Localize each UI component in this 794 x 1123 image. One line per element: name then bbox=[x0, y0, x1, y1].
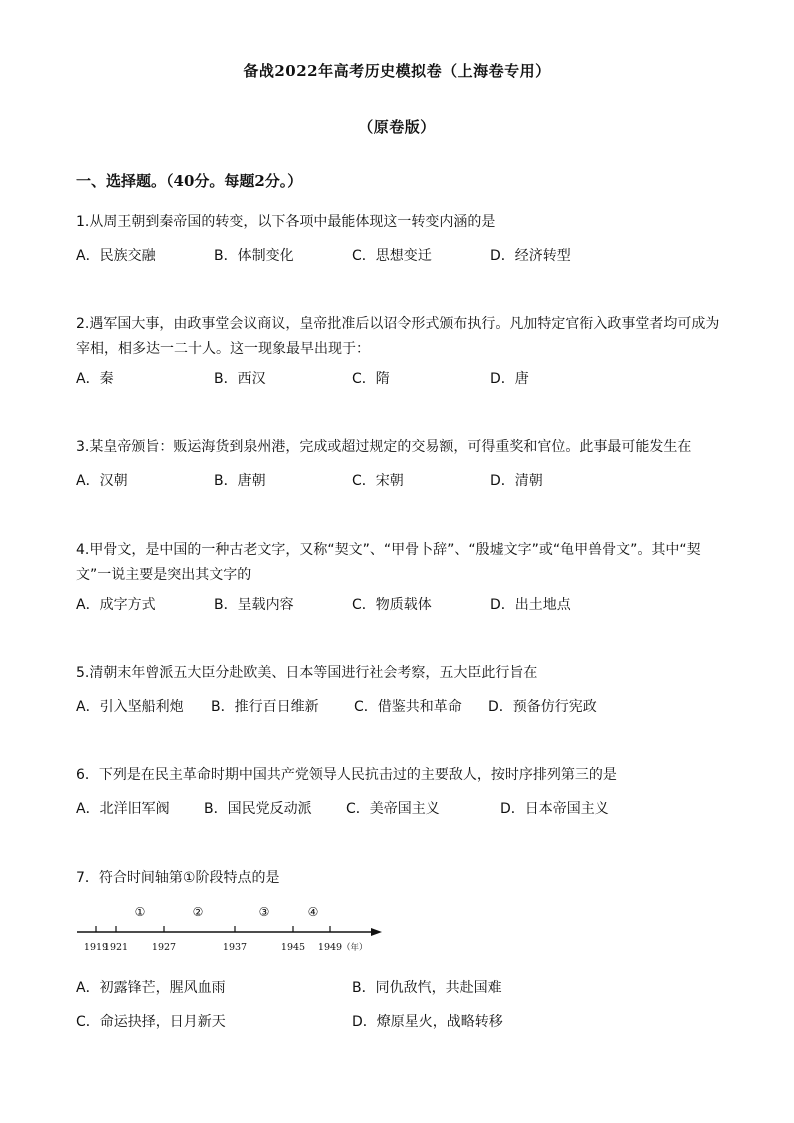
question-stem-6: 6．下列是在民主革命时期中国共产党领导人民抗击过的主要敌人，按时序排列第三的是 bbox=[76, 767, 617, 783]
timeline-year-label: 1919 bbox=[83, 942, 109, 953]
option-b: B．呈载内容 bbox=[214, 597, 294, 613]
question-options-3 bbox=[76, 470, 726, 492]
timeline-stage-marker: ③ bbox=[258, 905, 270, 919]
timeline-year-label: 1949 bbox=[317, 942, 343, 953]
question-stem-7: 7．符合时间轴第①阶段特点的是 bbox=[76, 870, 280, 886]
option-a: A．北洋旧军阀 bbox=[76, 801, 170, 817]
question-options-7b bbox=[76, 1011, 726, 1033]
option-a: A．汉朝 bbox=[76, 473, 128, 489]
timeline-stage-marker: ② bbox=[192, 905, 204, 919]
option-d: D．出土地点 bbox=[490, 597, 571, 613]
option-a: A．初露锋芒，腥风血雨 bbox=[76, 980, 226, 996]
option-d: D．清朝 bbox=[490, 473, 543, 489]
timeline-year-label: 1921 bbox=[103, 942, 129, 953]
option-a: A．引入坚船利炮 bbox=[76, 699, 184, 715]
option-d: D．燎原星火，战略转移 bbox=[352, 1014, 503, 1030]
timeline-year-label: 1927 bbox=[151, 942, 177, 953]
option-b: B．体制变化 bbox=[214, 248, 294, 264]
timeline-stage-marker: ① bbox=[134, 905, 146, 919]
question-options-4 bbox=[76, 594, 726, 616]
option-c: C．隋 bbox=[352, 371, 390, 387]
section-heading: 一、选择题。（40分。每题2分。） bbox=[76, 172, 303, 190]
option-b: B．唐朝 bbox=[214, 473, 266, 489]
question-stem-4: 4.甲骨文，是中国的一种古老文字，又称“契文”、“甲骨卜辞”、“殷墟文字”或“龟甲兽骨文”。其中“契文”一说主要是突出其文字的 bbox=[76, 542, 701, 583]
question-options-1 bbox=[76, 245, 726, 267]
option-b: B．国民党反动派 bbox=[204, 801, 312, 817]
option-c: C．思想变迁 bbox=[352, 248, 432, 264]
timeline-arrowhead bbox=[371, 928, 382, 936]
option-a: A．民族交融 bbox=[76, 248, 156, 264]
option-c: C．命运抉择，日月新天 bbox=[76, 1014, 226, 1030]
option-d: D．经济转型 bbox=[490, 248, 571, 264]
exam-title: 备战2022年高考历史模拟卷（上海卷专用） bbox=[243, 62, 551, 80]
question-stem-1: 1.从周王朝到秦帝国的转变，以下各项中最能体现这一转变内涵的是 bbox=[76, 214, 496, 230]
question-stem-2: 2.遇军国大事，由政事堂会议商议，皇帝批准后以诏令形式颁布执行。凡加特定官衔入政事堂者均可成为宰相，相多达一二十人。这一现象最早出现于： bbox=[76, 316, 720, 357]
question-options-7a bbox=[76, 977, 726, 999]
option-b: B．推行百日维新 bbox=[211, 699, 319, 715]
timeline-year-label: 1937 bbox=[222, 942, 248, 953]
option-a: A．秦 bbox=[76, 371, 114, 387]
option-c: C．美帝国主义 bbox=[346, 801, 440, 817]
option-d: D．唐 bbox=[490, 371, 529, 387]
option-d: D．预备仿行宪政 bbox=[488, 699, 597, 715]
question-stem-3: 3.某皇帝颁旨：贩运海货到泉州港，完成或超过规定的交易额，可得重奖和官位。此事最可能发生在 bbox=[76, 439, 692, 455]
question-stem-5: 5.清朝末年曾派五大臣分赴欧美、日本等国进行社会考察，五大臣此行旨在 bbox=[76, 665, 538, 681]
option-c: C．物质载体 bbox=[352, 597, 432, 613]
question-options-5 bbox=[76, 696, 726, 718]
timeline-year-label: 1945 bbox=[280, 942, 306, 953]
exam-subtitle: （原卷版） bbox=[358, 118, 436, 136]
option-c: C．宋朝 bbox=[352, 473, 404, 489]
option-b: B．西汉 bbox=[214, 371, 266, 387]
option-b: B．同仇敌忾，共赴国难 bbox=[352, 980, 502, 996]
option-c: C．借鉴共和革命 bbox=[354, 699, 462, 715]
timeline-stage-marker: ④ bbox=[307, 905, 319, 919]
timeline-figure bbox=[72, 900, 392, 958]
question-options-2 bbox=[76, 368, 726, 390]
question-options-6 bbox=[76, 798, 726, 820]
timeline-unit-label: （年） bbox=[342, 943, 368, 953]
option-a: A．成字方式 bbox=[76, 597, 156, 613]
option-d: D．日本帝国主义 bbox=[500, 801, 609, 817]
